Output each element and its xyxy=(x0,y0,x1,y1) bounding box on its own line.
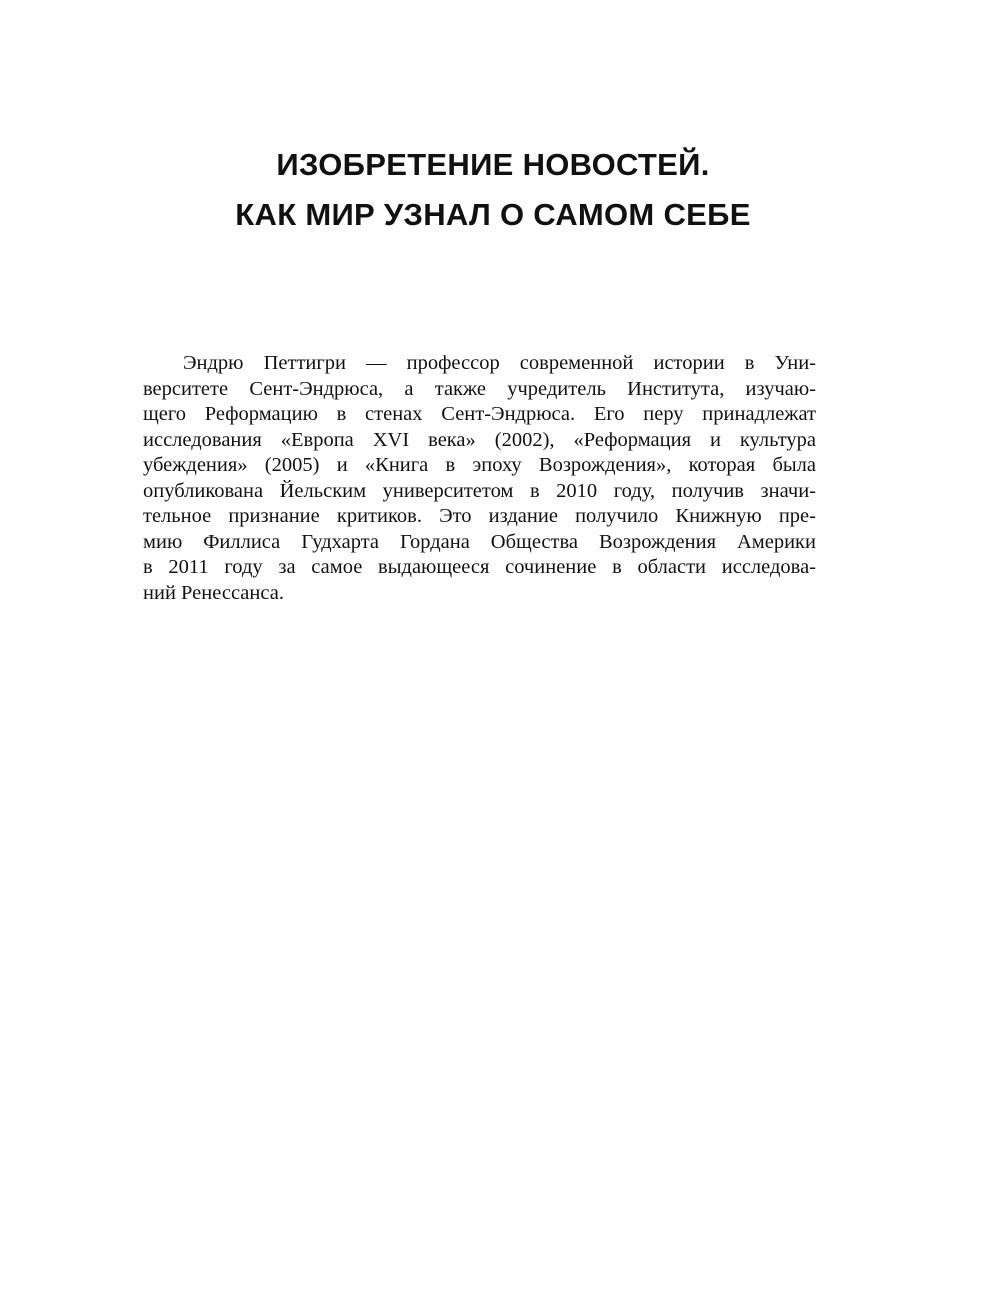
author-bio-paragraph xyxy=(143,351,816,606)
bio-line: мию Филлиса Гудхарта Гордана Общества Возрождения Америки xyxy=(143,530,816,553)
bio-line: исследования «Европа XVI века» (2002), «Реформация и культура xyxy=(143,428,816,451)
bio-line: ний Ренессанса. xyxy=(143,581,284,604)
book-title-line-1: ИЗОБРЕТЕНИЕ НОВОСТЕЙ. xyxy=(276,147,710,182)
book-title xyxy=(0,140,986,240)
bio-line: тельное признание критиков. Это издание получило Книжную пре- xyxy=(143,505,816,527)
bio-line: опубликована Йельским университетом в 2010 году, получив значи- xyxy=(143,479,816,502)
bio-line: щего Реформацию в стенах Сент-Эндрюса. Его перу принадлежат xyxy=(143,403,816,425)
bio-line: верситете Сент-Эндрюса, а также учредитель Института, изучаю- xyxy=(143,377,816,400)
bio-line: Эндрю Петтигри — профессор современной истории в Уни- xyxy=(183,352,816,374)
book-title-line-2: КАК МИР УЗНАЛ О САМОМ СЕБЕ xyxy=(235,197,751,232)
bio-line: в 2011 году за самое выдающееся сочинение в области исследова- xyxy=(143,556,816,578)
bio-line: убеждения» (2005) и «Книга в эпоху Возрождения», которая была xyxy=(143,454,816,476)
